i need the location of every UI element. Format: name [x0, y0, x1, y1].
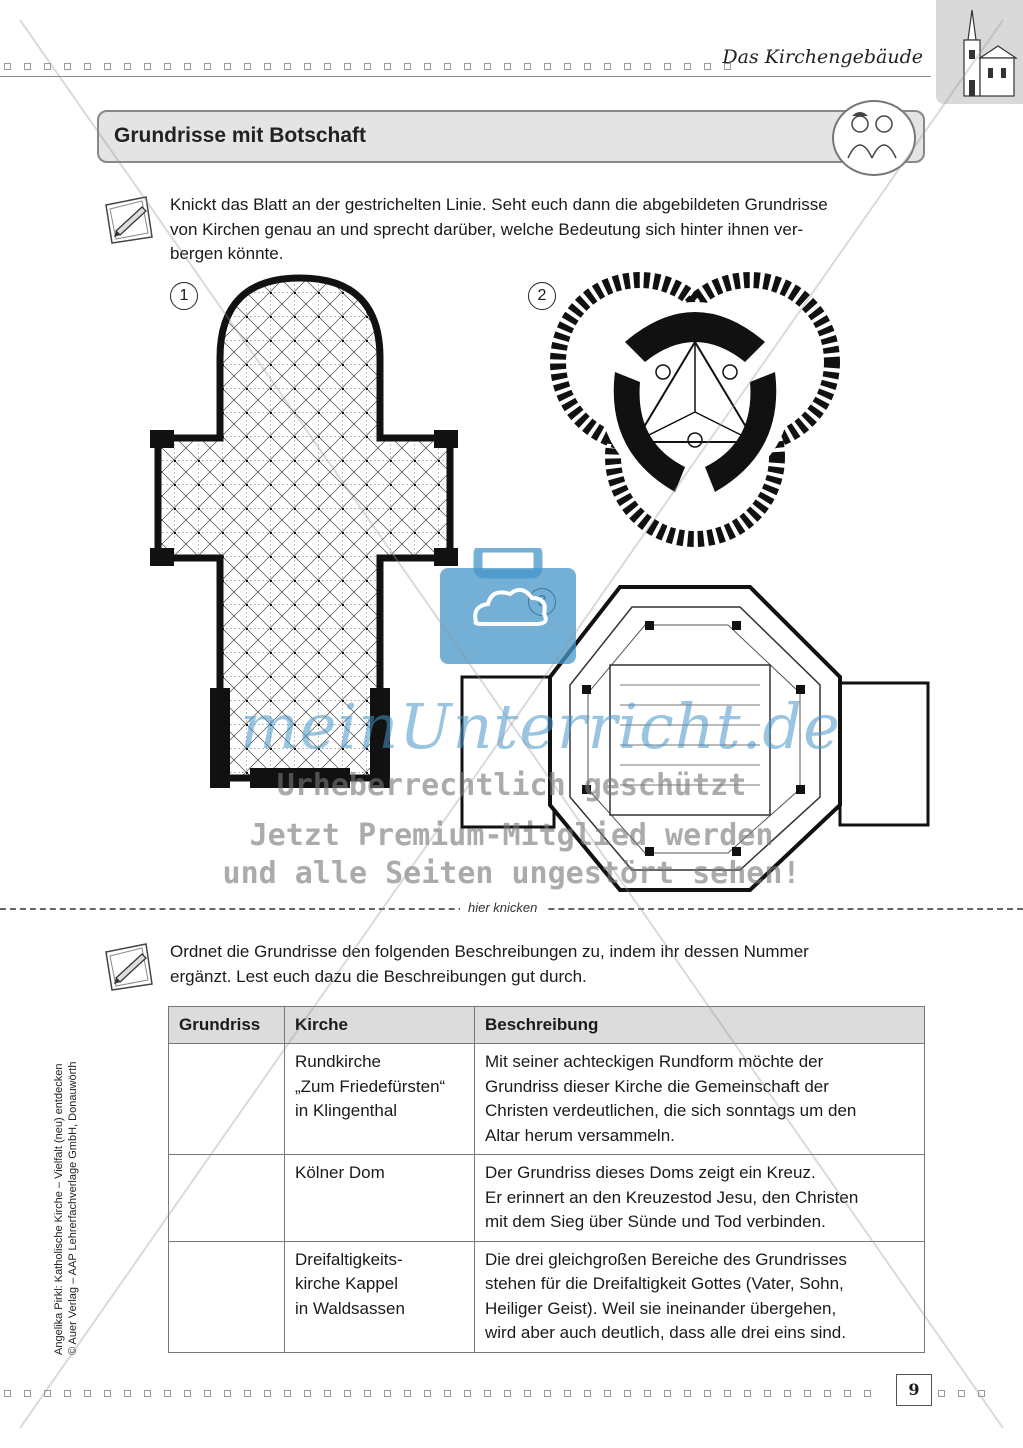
- task1-line: bergen könnte.: [170, 244, 284, 263]
- task2-line: Ordnet die Grundrisse den folgenden Beschreibungen zu, indem ihr dessen Nummer: [170, 942, 809, 961]
- beschreibung-line: Heiliger Geist). Weil sie ineinander übergehen,: [485, 1298, 837, 1318]
- beschreibung-line: Er erinnert an den Kreuzestod Jesu, den Christen: [485, 1187, 859, 1207]
- watermark-line1: Urheberrechtlich geschützt: [276, 768, 747, 803]
- watermark-line2: Jetzt Premium-Mitglied werden: [249, 818, 774, 853]
- beschreibung-line: Die drei gleichgroßen Bereiche des Grundrisses: [485, 1249, 847, 1269]
- fold-label: hier knicken: [460, 900, 545, 915]
- beschreibung-line: Grundriss dieser Kirche die Gemeinschaft der: [485, 1076, 829, 1096]
- page-number: 9: [896, 1374, 932, 1406]
- watermark-brand: meinUnterricht.de: [240, 690, 841, 763]
- beschreibung-line: mit dem Sieg über Sünde und Tod verbinden.: [485, 1212, 826, 1231]
- beschreibung-line: Der Grundriss dieses Doms zeigt ein Kreuz.: [485, 1163, 816, 1182]
- task2-line: ergänzt. Lest euch dazu die Beschreibungen gut durch.: [170, 966, 587, 986]
- kirche-line: Kölner Dom: [295, 1163, 385, 1182]
- figure-number-1: 1: [170, 282, 198, 310]
- beschreibung-line: wird aber auch deutlich, dass alle drei eins sind.: [485, 1323, 846, 1342]
- kirche-line: Rundkirche: [295, 1052, 381, 1071]
- header-grundriss: Grundriss: [169, 1007, 285, 1044]
- section-title: Das Kirchengebäude: [722, 46, 923, 68]
- copyright-line: Angelika Pirkl: Katholische Kirche – Vielfalt (neu) entdecken: [53, 1063, 65, 1355]
- page-title: Grundrisse mit Botschaft: [114, 124, 367, 147]
- beschreibung-line: stehen für die Dreifaltigkeit Gottes (Vater, Sohn,: [485, 1274, 844, 1293]
- watermark-line3: und alle Seiten ungestört sehen!: [222, 856, 801, 891]
- kirche-line: „Zum Friedefürsten“: [295, 1076, 446, 1096]
- kirche-line: in Waldsassen: [295, 1298, 405, 1318]
- copyright-line: © Auer Verlag – AAP Lehrerfachverlage GmbH, Donauwörth: [67, 1061, 79, 1355]
- beschreibung-line: Mit seiner achteckigen Rundform möchte der: [485, 1052, 824, 1071]
- kirche-line: Dreifaltigkeits-: [295, 1249, 403, 1269]
- beschreibung-line: Altar herum versammeln.: [485, 1125, 675, 1145]
- header-kirche: Kirche: [285, 1007, 475, 1044]
- beschreibung-line: Christen verdeutlichen, die sich sonntags um den: [485, 1101, 857, 1120]
- kirche-line: in Klingenthal: [295, 1101, 398, 1120]
- header-beschreibung: Beschreibung: [475, 1007, 925, 1044]
- kirche-line: kirche Kappel: [295, 1274, 399, 1293]
- task1-line: Knickt das Blatt an der gestrichelten Linie. Seht euch dann die abgebildeten Grundrisse: [170, 195, 828, 214]
- task1-line: von Kirchen genau an und sprecht darüber, welche Bedeutung sich hinter ihnen ver-: [170, 219, 804, 239]
- figure-number-2: 2: [528, 282, 556, 310]
